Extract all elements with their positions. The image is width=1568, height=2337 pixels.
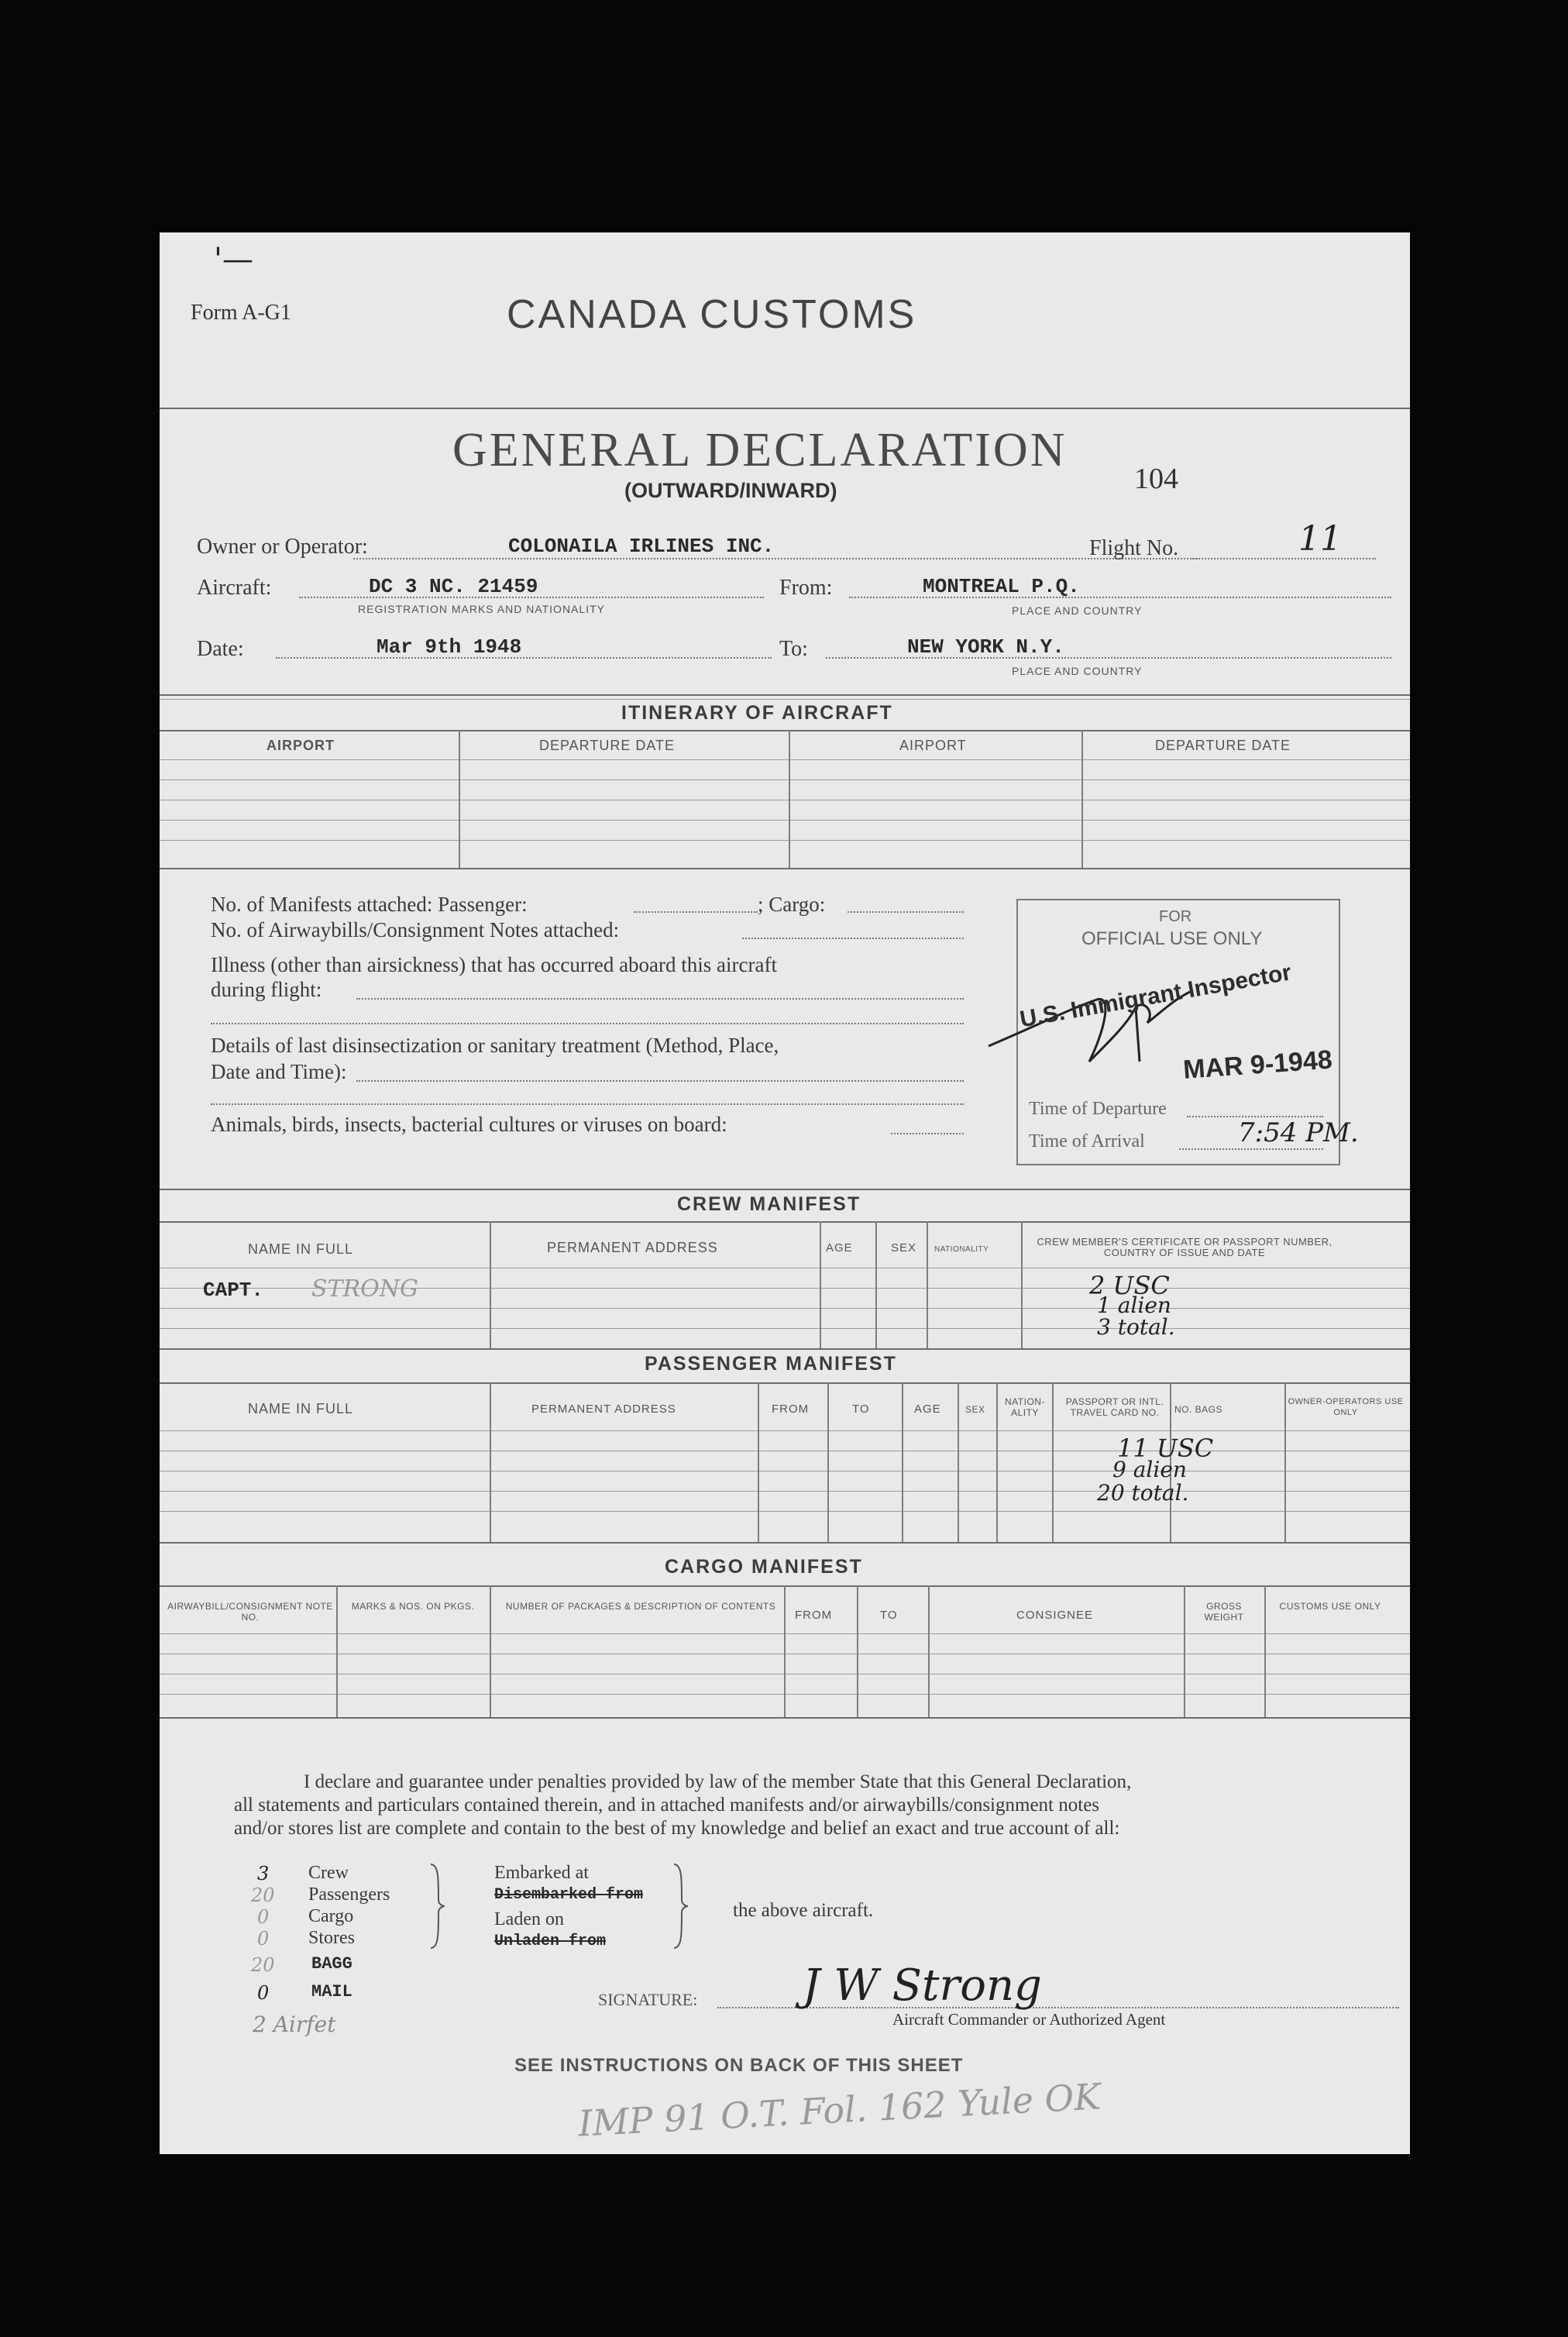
signature-value: J W Strong: [803, 1960, 1042, 2011]
laden-label: Laden on: [494, 1909, 564, 1929]
item-passengers: Passengers: [308, 1884, 390, 1905]
crew-col-nationality: NATIONALITY: [934, 1245, 989, 1254]
aircraft-value: DC 3 NC. 21459: [369, 575, 538, 598]
illness-question-2: during flight:: [211, 978, 322, 1001]
animals-question: Animals, birds, insects, bacterial cultures or viruses on board:: [211, 1113, 727, 1136]
crew-note-total: 3 total.: [1097, 1314, 1175, 1340]
crew-col-sex: SEX: [891, 1241, 917, 1255]
declaration-line-1: I declare and guarantee under penalties provided by law of the member State that this General Declaration,: [304, 1771, 1132, 1792]
crew-row-name: STRONG: [311, 1275, 418, 1303]
from-label: From:: [779, 576, 833, 600]
crew-col-name: NAME IN FULL: [248, 1241, 354, 1257]
laden-value: Unladen from: [494, 1933, 607, 1950]
passenger-col-address: PERMANENT ADDRESS: [531, 1403, 676, 1416]
passenger-col-passport: PASSPORT OR INTL. TRAVEL CARD NO.: [1065, 1396, 1164, 1418]
inspector-stamp-date: MAR 9-1948: [1182, 1045, 1333, 1085]
count-crew: 3: [257, 1863, 270, 1884]
manifests-question: No. of Manifests attached: Passenger:: [211, 893, 528, 916]
sheet-number: 104: [1134, 463, 1178, 495]
cargo-col-consignee: CONSIGNEE: [1016, 1609, 1094, 1622]
declaration-line-3: and/or stores list are complete and contain to the best of my knowledge and belief an exact and true account of all:: [234, 1818, 1120, 1839]
date-value: Mar 9th 1948: [377, 635, 522, 659]
to-value: NEW YORK N.Y.: [907, 635, 1064, 659]
owner-label: Owner or Operator:: [197, 535, 368, 559]
aircraft-label: Aircraft:: [197, 576, 272, 600]
crew-note-usc: 2 USC: [1089, 1271, 1170, 1300]
official-title: OFFICIAL USE ONLY: [1081, 928, 1263, 949]
passenger-col-owner: OWNER-OPERATORS USE ONLY: [1288, 1397, 1404, 1417]
disinsect-question-2: Date and Time):: [211, 1060, 347, 1083]
flight-line: [1190, 558, 1376, 559]
passenger-note-usc: 11 USC: [1117, 1434, 1214, 1463]
embarked-value: Disembarked from: [494, 1886, 644, 1904]
passenger-col-from: FROM: [772, 1403, 810, 1416]
above-aircraft-text: the above aircraft.: [733, 1900, 874, 1921]
count-passengers: 20: [251, 1884, 275, 1906]
passenger-note-alien: 9 alien: [1112, 1457, 1187, 1482]
signature-caption: Aircraft Commander or Authorized Agent: [892, 2010, 1166, 2029]
form-number: Form A-G1: [191, 301, 291, 325]
passenger-note-total: 20 total.: [1097, 1480, 1189, 1506]
passenger-col-name: NAME IN FULL: [248, 1401, 354, 1416]
count-cargo: 0: [257, 1906, 270, 1928]
item-mail: MAIL: [311, 1982, 352, 2001]
cargo-manifest-title: CARGO MANIFEST: [665, 1556, 863, 1578]
passenger-manifest-title: PASSENGER MANIFEST: [645, 1353, 897, 1375]
embarked-label: Embarked at: [494, 1863, 589, 1883]
cargo-col-weight: GROSS WEIGHT: [1204, 1601, 1244, 1623]
itinerary-col-date-1: DEPARTURE DATE: [539, 738, 676, 753]
page-title: GENERAL DECLARATION: [452, 424, 1068, 477]
crew-col-certificate: CREW MEMBER'S CERTIFICATE OR PASSPORT NUMBER, COUNTRY OF ISSUE AND DATE: [1037, 1236, 1332, 1258]
crew-col-address: PERMANENT ADDRESS: [547, 1240, 718, 1255]
passenger-col-sex: SEX: [965, 1404, 985, 1415]
instructions-footer: SEE INSTRUCTIONS ON BACK OF THIS SHEET: [514, 2055, 964, 2076]
declaration-line-2: all statements and particulars contained therein, and in attached manifests and/or airwaybills/consignment notes: [234, 1795, 1100, 1816]
item-bagg: BAGG: [311, 1954, 352, 1974]
page-subtitle: (OUTWARD/INWARD): [624, 479, 837, 502]
arrival-label: Time of Arrival: [1029, 1131, 1145, 1151]
crew-manifest-title: CREW MANIFEST: [677, 1193, 861, 1215]
passenger-col-nationality: NATION-ALITY: [1005, 1396, 1045, 1418]
summary-brace-icon: [671, 1863, 689, 1950]
from-value: MONTREAL P.Q.: [923, 575, 1080, 598]
to-label: To:: [779, 637, 808, 661]
itinerary-title: ITINERARY OF AIRCRAFT: [621, 702, 893, 724]
signature-label: SIGNATURE:: [598, 1990, 698, 2009]
inspector-stamp-line: U.S. Immigrant Inspector: [1018, 959, 1294, 1033]
aircraft-caption: REGISTRATION MARKS AND NATIONALITY: [358, 603, 605, 615]
flight-label: Flight No.: [1089, 536, 1179, 560]
crew-note-alien: 1 alien: [1097, 1292, 1171, 1318]
to-caption: PLACE AND COUNTRY: [1012, 665, 1143, 677]
date-line: [276, 657, 772, 659]
disinsect-question-1: Details of last disinsectization or sanitary treatment (Method, Place,: [211, 1034, 779, 1057]
owner-line: [353, 558, 1198, 559]
itinerary-col-airport-2: AIRPORT: [899, 738, 967, 753]
declaration-form: [160, 232, 1410, 2154]
from-caption: PLACE AND COUNTRY: [1012, 604, 1143, 617]
cargo-col-from: FROM: [795, 1609, 833, 1622]
owner-value: COLONAILA IRLINES INC.: [508, 535, 775, 558]
cargo-col-customs: CUSTOMS USE ONLY: [1279, 1601, 1381, 1612]
cargo-col-packages: NUMBER OF PACKAGES & DESCRIPTION OF CONTENTS: [505, 1601, 776, 1612]
passenger-col-to: TO: [852, 1403, 870, 1416]
count-bagg: 20: [251, 1954, 275, 1976]
summary-note: 2 Airfet: [253, 2012, 336, 2037]
crew-col-age: AGE: [826, 1241, 853, 1255]
cargo-question: ; Cargo:: [758, 893, 826, 916]
count-stores: 0: [257, 1928, 270, 1950]
arrival-value: 7:54 PM.: [1238, 1117, 1359, 1148]
passenger-col-age: AGE: [914, 1403, 941, 1416]
airwaybills-question: No. of Airwaybills/Consignment Notes attached:: [211, 918, 620, 941]
departure-label: Time of Departure: [1029, 1099, 1167, 1119]
passenger-col-bags: NO. BAGS: [1174, 1404, 1223, 1415]
cargo-col-to: TO: [880, 1609, 898, 1622]
flight-value: 11: [1298, 519, 1342, 559]
summary-brace-icon: [428, 1863, 446, 1950]
divider: [160, 408, 1410, 409]
cargo-col-waybill: AIRWAYBILL/CONSIGNMENT NOTE NO.: [167, 1601, 333, 1623]
count-mail: 0: [257, 1982, 270, 2004]
itinerary-col-airport-1: AIRPORT: [266, 738, 335, 753]
date-label: Date:: [197, 637, 244, 661]
handwritten-footer: IMP 91 O.T. Fol. 162 Yule OK: [577, 2075, 1102, 2145]
official-for: FOR: [1159, 908, 1192, 925]
crew-row-prefix: CAPT.: [203, 1279, 264, 1302]
agency-title: CANADA CUSTOMS: [507, 292, 917, 337]
illness-question-1: Illness (other than airsickness) that has occurred aboard this aircraft: [211, 953, 777, 976]
item-cargo: Cargo: [308, 1906, 354, 1926]
itinerary-col-date-2: DEPARTURE DATE: [1155, 738, 1291, 753]
cargo-col-marks: MARKS & NOS. ON PKGS.: [351, 1601, 475, 1612]
corner-scribble: '—: [214, 242, 253, 277]
item-crew: Crew: [308, 1863, 349, 1883]
item-stores: Stores: [308, 1928, 355, 1948]
